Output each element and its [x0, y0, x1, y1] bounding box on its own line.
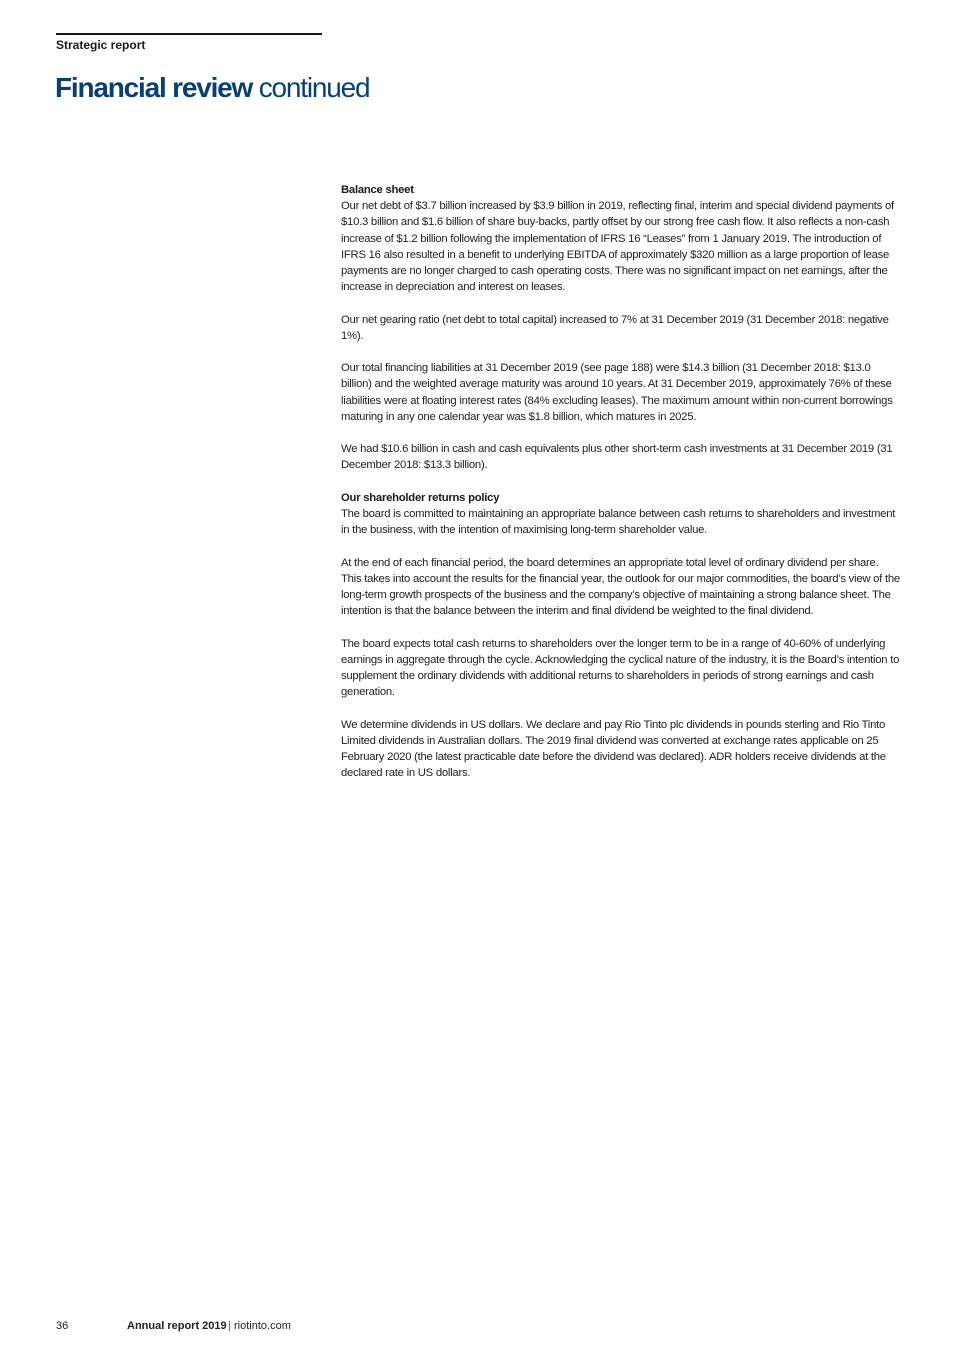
article-body — [341, 182, 901, 798]
footer-report-label: Annual report 2019 — [127, 1320, 227, 1332]
shareholder-returns-section — [341, 490, 901, 782]
shareholder-returns-heading: Our shareholder returns policy — [341, 491, 500, 504]
shareholder-returns-paragraph: At the end of each financial period, the board determines an appropriate total level of ordinary dividend per share. This takes into account the results for the financial year, the outlook for our major commodities, the board’s view of the long-term growth prospects of the business and the company’s objective of maintaining a strong balance sheet. The intention is that the balance between the interim and final dividend be weighted to the final dividend. — [341, 556, 900, 618]
shareholder-returns-paragraph: The board is committed to maintaining an appropriate balance between cash returns to shareholders and investment in the business, with the intention of maximising long-term shareholder value. — [341, 508, 896, 537]
shareholder-returns-paragraph: The board expects total cash returns to shareholders over the longer term to be in a range of 40-60% of underlying earnings in aggregate through the cycle. Acknowledging the cyclical nature of the industry, it is the Board’s intention to supplement the ordinary dividends with additional returns to shareholders in periods of strong earnings and cash generation. — [341, 637, 900, 699]
section-label: Strategic report — [56, 38, 146, 52]
balance-sheet-paragraph: We had $10.6 billion in cash and cash equivalents plus other short-term cash investments at 31 December 2019 (31 December 2018: $13.3 billion). — [341, 443, 893, 472]
balance-sheet-paragraph: Our net debt of $3.7 billion increased by $3.9 billion in 2019, reflecting final, interim and special dividend payments of $10.3 billion and $1.6 billion of share buy-backs, partly offset by our strong free cash flow. It also reflects a non-cash increase of $1.2 billion following the implementation of IFRS 16 “Leases” from 1 January 2019. The introduction of IFRS 16 also resulted in a benefit to underlying EBITDA of approximately $320 million as a large proportion of lease payments are no longer charged to cash operating costs. There was no significant impact on net earnings, after the increase in depreciation and interest on leases. — [341, 200, 894, 294]
footer-website: riotinto.com — [234, 1320, 291, 1332]
footer-separator: | — [228, 1320, 231, 1332]
page-title-main: Financial review — [55, 72, 253, 103]
page-title-suffix: continued — [258, 72, 370, 103]
balance-sheet-section — [341, 182, 901, 474]
page-number: 36 — [56, 1320, 69, 1332]
header-rule — [56, 33, 322, 35]
balance-sheet-paragraph: Our total financing liabilities at 31 December 2019 (see page 188) were $14.3 billion (31 December 2018: $13.0 billion) and the weighted average maturity was around 10 years. At 31 December 2019, approximately 76% of these liabilities were at floating interest rates (84% excluding leases). The maximum amount within non-current borrowings maturing in any one calendar year was $1.8 billion, which matures in 2025. — [341, 362, 893, 423]
shareholder-returns-paragraph: We determine dividends in US dollars. We declare and pay Rio Tinto plc dividends in pounds sterling and Rio Tinto Limited dividends in Australian dollars. The 2019 final dividend was converted at exchange rates applicable on 25 February 2020 (the latest practicable date before the dividend was declared). ADR holders receive dividends at the declared rate in US dollars. — [341, 718, 886, 780]
balance-sheet-paragraph: Our net gearing ratio (net debt to total capital) increased to 7% at 31 December 2019 (31 December 2018: negative 1%). — [341, 313, 889, 342]
page-title — [55, 70, 369, 106]
balance-sheet-heading: Balance sheet — [341, 184, 414, 196]
